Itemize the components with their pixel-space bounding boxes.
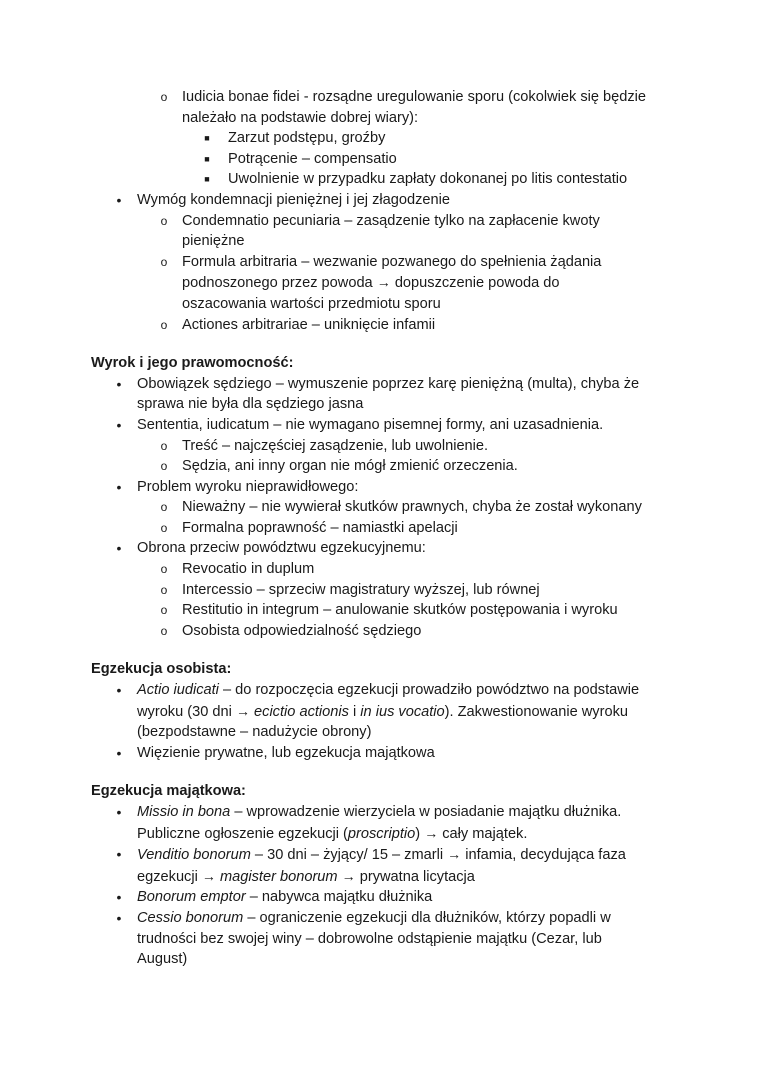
bullet-circle-icon: o <box>160 213 168 228</box>
section-egzekucja-osobista: Egzekucja osobista: • Actio iudicati – do rozpoczęcia egzekucji prowadziło powództwo na podstawie wyroku (30 dni → ecictio actionis i in ius vocatio). Zakwestionowanie wyroku (bezpodstawne – nadużycie obrony) • Więzienie prywatne, lub egzekucja majątkowa <box>0 659 760 763</box>
list-item: • Actio iudicati – do rozpoczęcia egzekucji prowadziło powództwo na podstawie <box>0 680 760 701</box>
list-item: o Restitutio in integrum – anulowanie skutków postępowania i wyroku <box>0 600 760 621</box>
arrow-right-icon: → <box>235 702 250 719</box>
document-page <box>0 87 760 970</box>
bullet-circle-icon: o <box>160 603 168 618</box>
list-item: o Intercessio – sprzeciw magistratury wyższej, lub równej <box>0 580 760 601</box>
bullet-dot-icon: • <box>116 909 122 926</box>
bullet-circle-icon: o <box>160 520 168 535</box>
bullet-dot-icon: • <box>116 416 122 433</box>
bullet-circle-icon: o <box>160 317 168 332</box>
arrow-right-icon: → <box>447 846 462 863</box>
list-item: o Actiones arbitrariae – uniknięcie infamii <box>0 315 760 336</box>
list-item: ■ Uwolnienie w przypadku zapłaty dokonanej po litis contestatio <box>0 169 760 190</box>
list-item: o Sędzia, ani inny organ nie mógł zmienić orzeczenia. <box>0 456 760 477</box>
list-item: o Iudicia bonae fidei - rozsądne uregulowanie sporu (cokolwiek się będzie <box>0 87 760 108</box>
bullet-circle-icon: o <box>160 582 168 597</box>
list-item: ■ Potrącenie – compensatio <box>0 149 760 170</box>
bullet-square-icon: ■ <box>204 174 210 185</box>
list-item: • Więzienie prywatne, lub egzekucja majątkowa <box>0 743 760 764</box>
list-item: • Problem wyroku nieprawidłowego: <box>0 477 760 498</box>
list-item: • Missio in bona – wprowadzenie wierzyciela w posiadanie majątku dłużnika. <box>0 802 760 823</box>
list-item: o Formula arbitraria – wezwanie pozwanego do spełnienia żądania <box>0 252 760 273</box>
list-item: • Sententia, iudicatum – nie wymagano pisemnej formy, ani uzasadnienia. <box>0 415 760 436</box>
bullet-dot-icon: • <box>116 478 122 495</box>
list-item: • Bonorum emptor – nabywca majątku dłużnika <box>0 887 760 908</box>
bullet-square-icon: ■ <box>204 153 210 164</box>
bullet-circle-icon: o <box>160 623 168 638</box>
list-item: o Condemnatio pecuniaria – zasądzenie tylko na zapłacenie kwoty <box>0 211 760 232</box>
bullet-dot-icon: • <box>116 846 122 863</box>
list-item: o Treść – najczęściej zasądzenie, lub uwolnienie. <box>0 436 760 457</box>
bullet-dot-icon: • <box>116 540 122 557</box>
section-wyrok: Wyrok i jego prawomocność: • Obowiązek sędziego – wymuszenie poprzez karę pieniężną (multa), chyba że sprawa nie była dla sędziego jasna • Sententia, iudicatum – nie wymagano pisemnej formy, ani uzasadnienia. o Treść – najczęściej zasądzenie, lub uwolnienie. o Sędzia, ani inny organ nie mógł zmienić orzeczenia. • Problem wyroku nieprawidłowego: o Nieważny – nie wywierał skutków prawnych, chyba że został wykonany o Formalna poprawność – namiastki apelacji • Obrona przeciw powództwu egzekucyjnemu: o Revocatio in duplum o Intercessio – sprzeciw magistratury wyższej, lub równej o Restitutio in integrum – anulowanie skutków postępowania i wyroku o Osobista odpowiedzialność sędziego <box>0 353 760 641</box>
arrow-right-icon: → <box>424 824 439 841</box>
arrow-right-icon: → <box>376 274 391 291</box>
bullet-dot-icon: • <box>116 744 122 761</box>
arrow-right-icon: → <box>341 867 356 884</box>
section-top: o Iudicia bonae fidei - rozsądne uregulowanie sporu (cokolwiek się będzie należało na podstawie dobrej wiary): ■ Zarzut podstępu, groźby ■ Potrącenie – compensatio ■ Uwolnienie w przypadku zapłaty dokonanej po litis contestatio • Wymóg kondemnacji pieniężnej i jej złagodzenie o Condemnatio pecuniaria – zasądzenie tylko na zapłacenie kwoty pieniężne o Formula arbitraria – wezwanie pozwanego do spełnienia żądania podnoszonego przez powoda → dopuszczenie powoda do oszacowania wartości przedmiotu sporu o Actiones arbitrariae – uniknięcie infamii <box>0 87 760 335</box>
bullet-circle-icon: o <box>160 90 168 104</box>
arrow-right-icon: → <box>201 867 216 884</box>
section-heading: Wyrok i jego prawomocność: <box>91 355 294 372</box>
bullet-dot-icon: • <box>116 682 122 699</box>
list-item: • Obowiązek sędziego – wymuszenie poprzez karę pieniężną (multa), chyba że <box>0 374 760 395</box>
bullet-circle-icon: o <box>160 500 168 515</box>
bullet-circle-icon: o <box>160 254 168 269</box>
list-item: ■ Zarzut podstępu, groźby <box>0 128 760 149</box>
bullet-dot-icon: • <box>116 191 122 208</box>
bullet-dot-icon: • <box>116 889 122 906</box>
list-item: o Osobista odpowiedzialność sędziego <box>0 621 760 642</box>
bullet-dot-icon: • <box>116 804 122 820</box>
bullet-circle-icon: o <box>160 438 168 453</box>
bullet-square-icon: ■ <box>204 133 210 144</box>
list-item: • Obrona przeciw powództwu egzekucyjnemu: <box>0 538 760 559</box>
list-item: • Venditio bonorum – 30 dni – żyjący/ 15 – zmarli → infamia, decydująca faza <box>0 844 760 866</box>
bullet-circle-icon: o <box>160 562 168 577</box>
list-item: • Cessio bonorum – ograniczenie egzekucji dla dłużników, którzy popadli w <box>0 908 760 929</box>
list-item: o Revocatio in duplum <box>0 559 760 580</box>
section-egzekucja-majatkowa: Egzekucja majątkowa: • Missio in bona – wprowadzenie wierzyciela w posiadanie majątku dłużnika. Publiczne ogłoszenie egzekucji (proscriptio) → cały majątek. • Venditio bonorum – 30 dni – żyjący/ 15 – zmarli → infamia, decydująca faza egzekucji → magister bonorum → prywatna licytacja • Bonorum emptor – nabywca majątku dłużnika • Cessio bonorum – ograniczenie egzekucji dla dłużników, którzy popadli w trudności bez swojej winy – dobrowolne odstąpienie majątku (Cezar, lub August) <box>0 781 760 969</box>
section-heading: Egzekucja majątkowa: <box>91 783 246 800</box>
bullet-circle-icon: o <box>160 459 168 474</box>
list-item: • Wymóg kondemnacji pieniężnej i jej złagodzenie <box>0 190 760 211</box>
section-heading: Egzekucja osobista: <box>91 661 232 678</box>
list-item: o Formalna poprawność – namiastki apelacji <box>0 518 760 539</box>
bullet-dot-icon: • <box>116 375 122 392</box>
list-item: o Nieważny – nie wywierał skutków prawnych, chyba że został wykonany <box>0 497 760 518</box>
